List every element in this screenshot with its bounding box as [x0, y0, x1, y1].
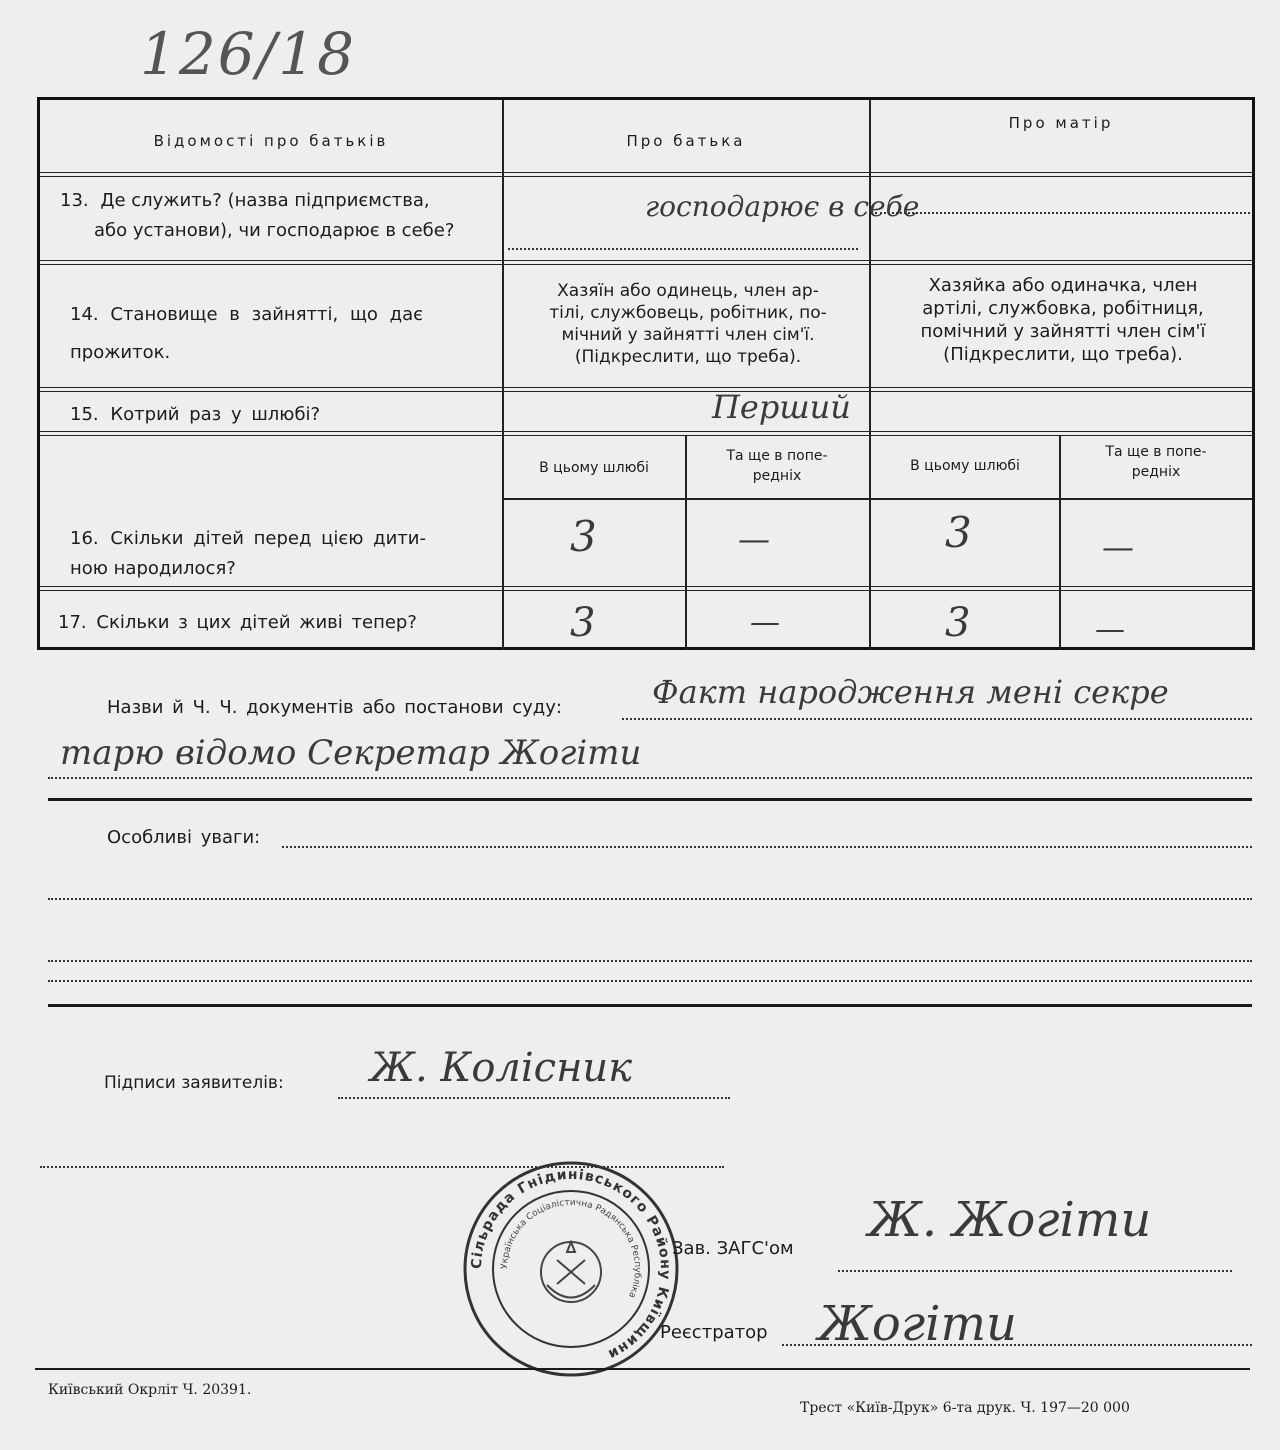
stamp-emblem-icon [541, 1242, 601, 1302]
q14-mother-l1: Хазяйка або одиначка, член [928, 275, 1198, 296]
registrar-signature: Жогіти [818, 1296, 1017, 1352]
q17-question [58, 608, 417, 638]
registrar-label: Реєстратор [660, 1322, 768, 1343]
official-stamp [462, 1160, 680, 1378]
q16-mother-this: 3 [945, 508, 972, 557]
q16-line2: ною народилося? [70, 558, 236, 579]
header-mother: Про матір [1008, 114, 1114, 132]
q16-line1: Скільки дітей перед цією дити- [110, 528, 426, 549]
header-parents-info: Відомості про батьків [153, 132, 389, 150]
q17-mother-this: 3 [945, 600, 971, 646]
documents-value-line2: тарю відомо Секретар Жогіти [60, 733, 642, 773]
q14-mother-options [875, 274, 1251, 366]
q16-question [70, 524, 500, 584]
q16-mother-prev: — [1102, 528, 1134, 566]
applicants-label: Підписи заявителів: [104, 1073, 284, 1093]
q14-mother-l2: артілі, службовка, робітниця, [922, 298, 1204, 319]
svg-text:Сільрада Гнідинівського Району [469, 1167, 673, 1363]
documents-label: Назви й Ч. Ч. документів або постанови суду: [107, 697, 562, 718]
subhead-father-prev-l2: редніх [752, 468, 802, 484]
q17-mother-prev: — [1095, 612, 1125, 647]
q15-answer: Перший [712, 388, 851, 426]
parents-info-table [37, 97, 1255, 650]
remarks-label: Особливі уваги: [107, 827, 261, 848]
q17-number: 17. [58, 612, 87, 633]
subhead-mother-this: В цьому шлюбі [910, 458, 1020, 474]
q15-number: 15. [70, 404, 99, 425]
q14-mother-l3: помічний у зайнятті член сім'ї [920, 321, 1206, 342]
svg-text:Українська Соціалістична Радян [500, 1198, 642, 1299]
documents-value-line1: Факт народження мені секре [652, 673, 1169, 711]
q17-father-prev: — [750, 605, 780, 640]
applicants-signature: Ж. Колісник [370, 1045, 633, 1091]
q14-father-l1: Хазяїн або одинець, член ар- [557, 281, 819, 301]
q14-father-l2: тілі, службовець, робітник, по- [549, 303, 827, 323]
stamp-inner-text: Українська Соціалістична Радянська Республіка [499, 1197, 643, 1300]
q14-father-l3: мічний у зайнятті член сім'ї. [561, 325, 815, 345]
subhead-mother-prev-l2: редніх [1131, 464, 1181, 480]
q17-father-this: 3 [570, 600, 596, 646]
q13-question [60, 186, 500, 246]
q16-number: 16. [70, 528, 99, 549]
subhead-mother-prev [1061, 442, 1251, 482]
q14-line1: Становище в зайнятті, що дає [110, 304, 423, 325]
footer-left: Київський Окрліт Ч. 20391. [48, 1382, 252, 1398]
subhead-father-this: В цьому шлюбі [539, 460, 649, 476]
q14-father-options [510, 280, 866, 368]
registry-head-signature: Ж. Жогіти [868, 1192, 1152, 1248]
q14-question [70, 296, 500, 372]
q16-father-prev: — [738, 520, 770, 558]
subhead-father-prev [687, 446, 867, 486]
header-father: Про батька [626, 132, 746, 150]
q17-text: Скільки з цих дітей живі тепер? [96, 612, 417, 633]
archive-number: 126/18 [140, 20, 357, 88]
q14-line2: прожиток. [70, 342, 171, 363]
footer-right: Трест «Київ-Друк» 6-та друк. Ч. 197—20 000 [800, 1400, 1130, 1416]
stamp-outer-text: Сільрада Гнідинівського Району Київщини [468, 1166, 674, 1363]
q15-question [70, 400, 320, 430]
q13-line1: Де служить? (назва підприємства, [100, 190, 430, 211]
q15-text: Котрий раз у шлюбі? [110, 404, 321, 425]
q14-number: 14. [70, 304, 99, 325]
q13-line2: або установи), чи господарює в себе? [94, 220, 455, 241]
subhead-mother-prev-l1: Та ще в попе- [1105, 444, 1207, 460]
subhead-father-prev-l1: Та ще в попе- [726, 448, 828, 464]
q16-father-this: 3 [570, 512, 597, 561]
q13-answer: господарює в себе [645, 190, 920, 223]
q13-number: 13. [60, 190, 89, 211]
registry-head-label: Зав. ЗАГС'ом [672, 1238, 794, 1259]
q14-father-l4: (Підкреслити, що треба). [574, 347, 802, 367]
q14-mother-l4: (Підкреслити, що треба). [943, 344, 1183, 365]
